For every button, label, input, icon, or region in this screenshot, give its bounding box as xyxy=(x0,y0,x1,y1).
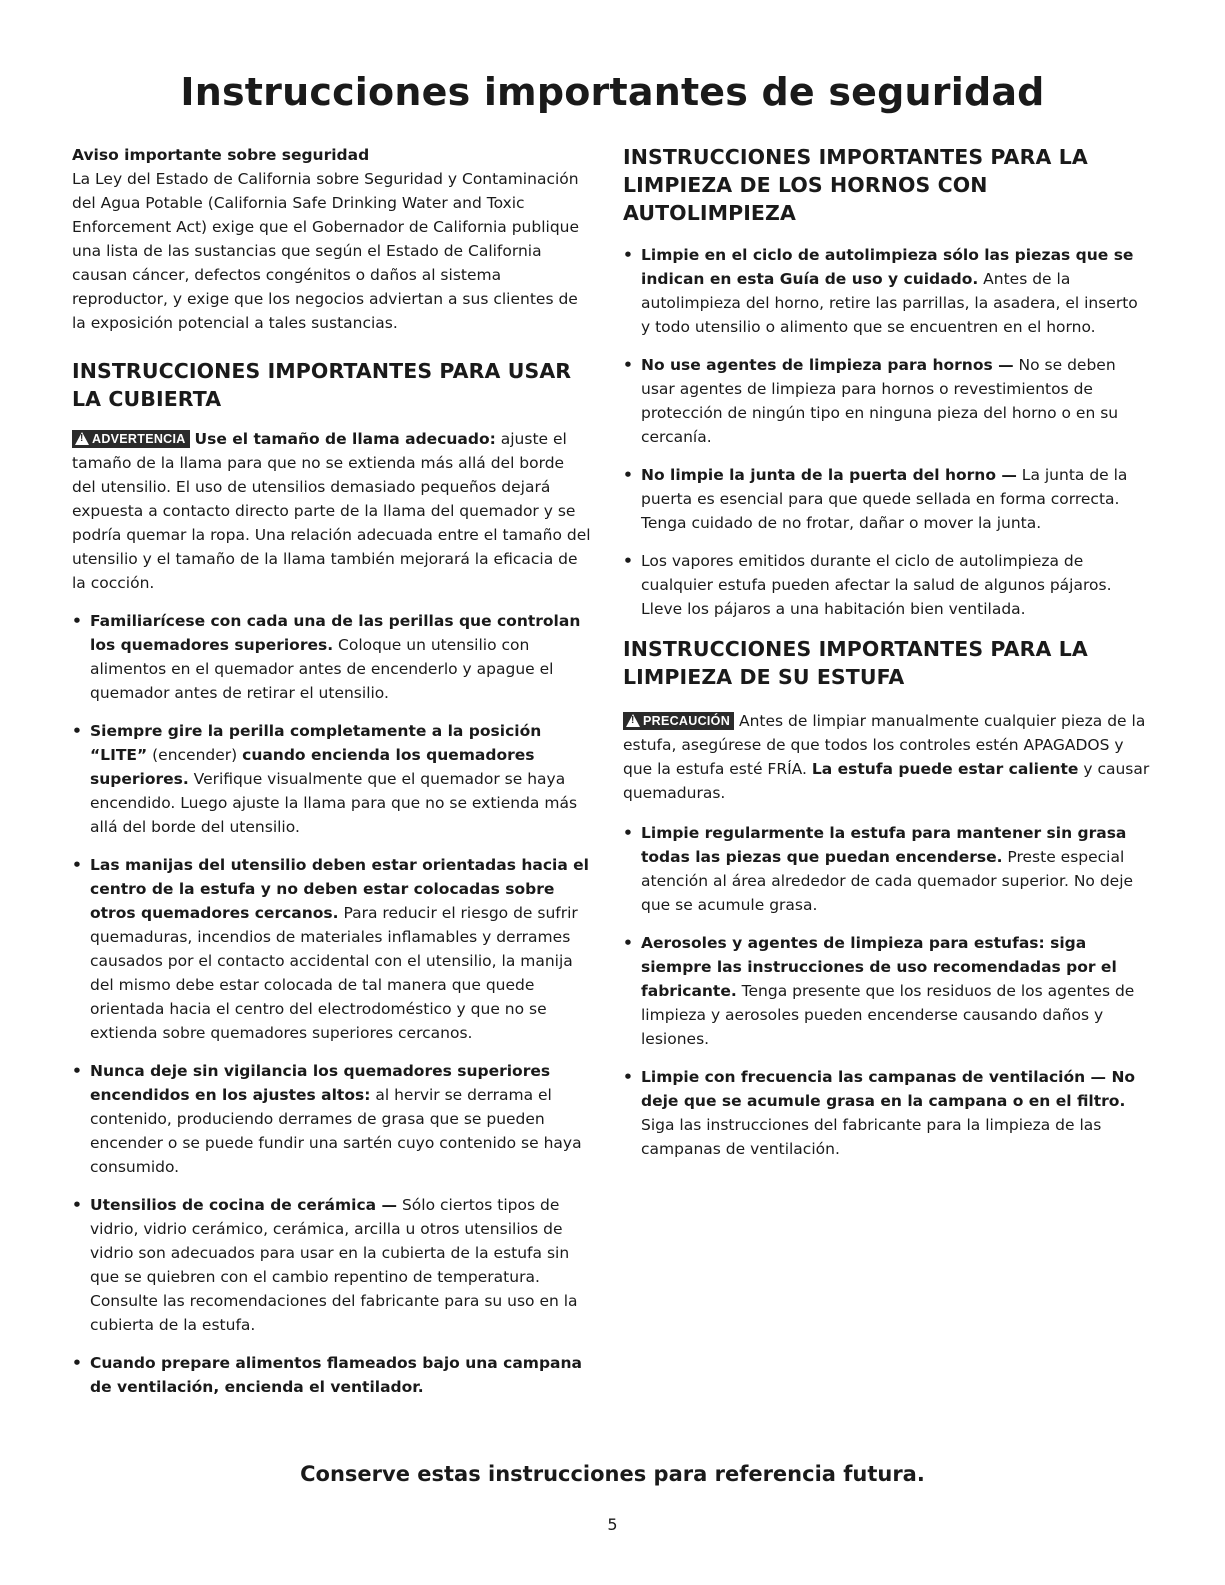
list-item: • Limpie regularmente la estufa para mantener sin grasa todas las piezas que puedan encenderse. Preste especial atención al área alrededor de cada quemador superior. No deje que se acumule grasa. xyxy=(623,824,1134,914)
list-item: • Utensilios de cocina de cerámica — Sólo ciertos tipos de vidrio, vidrio cerámico, cerámica, arcilla u otros utensilios de vidrio son adecuados para usar en la cubierta de la estufa sin que se quiebren con el cambio repentino de temperatura. Consulte las recomendaciones del fabricante para su uso en la cubierta de la estufa. xyxy=(72,1196,578,1334)
list-item: • Los vapores emitidos durante el ciclo de autolimpieza de cualquier estufa pueden afectar la salud de algunos pájaros. Lleve los pájaros a una habitación bien ventilada. xyxy=(623,552,1112,618)
self-clean-bullet-list xyxy=(623,243,1151,621)
warning-badge: !ADVERTENCIA xyxy=(72,430,190,448)
warning-text: ajuste el tamaño de la llama para que no se extienda más allá del borde del utensilio. El uso de utensilios demasiado pequeños dejará expuesta a contacto directo parte de la llama del quemador y se podría quemar la ropa. Una relación adecuada entre el tamaño del utensilio y el tamaño de la llama también mejorará la eficacia de la cocción. xyxy=(72,430,591,592)
list-item: • No limpie la junta de la puerta del horno — La junta de la puerta es esencial para que quede sellada en forma correcta. Tenga cuidado de no frotar, dañar o mover la junta. xyxy=(623,466,1128,532)
list-item: • Siempre gire la perilla completamente a la posición “LITE” (encender) cuando encienda los quemadores superiores. Verifique visualmente que el quemador se haya encendido. Luego ajuste la llama para que no se extienda más allá del borde del utensilio. xyxy=(72,722,578,836)
list-item: • Las manijas del utensilio deben estar orientadas hacia el centro de la estufa y no deben estar colocadas sobre otros quemadores cercanos. Para reducir el riesgo de sufrir quemaduras, incendios de materiales inflamables y derrames causados por el contacto accidental con el utensilio, la manija del mismo debe estar colocada de tal manera que quede orientada hacia el centro del electrodoméstico y que no se extienda sobre quemadores superiores cercanos. xyxy=(72,856,589,1042)
section-title-self-clean: INSTRUCCIONES IMPORTANTES PARA LA LIMPIEZA DE LOS HORNOS CON AUTOLIMPIEZA xyxy=(623,145,1088,225)
list-item: • Cuando prepare alimentos flameados bajo una campana de ventilación, encienda el ventilador. xyxy=(72,1354,582,1396)
notice-body: La Ley del Estado de California sobre Seguridad y Contaminación del Agua Potable (California Safe Drinking Water and Toxic Enforcement Act) exige que el Gobernador de California publique una lista de las sustancias que según el Estado de California causan cáncer, defectos congénitos o daños al sistema reproductor, y exige que los negocios adviertan a sus clientes de la exposición potencial a tales sustancias. xyxy=(72,170,580,332)
right-column xyxy=(623,143,1151,1161)
warning-triangle-icon xyxy=(75,432,89,445)
list-item: • Limpie en el ciclo de autolimpieza sólo las piezas que se indican en esta Guía de uso y cuidado. Antes de la autolimpieza del horno, retire las parrillas, la asadera, el inserto y todo utensilio o alimento que se encuentren en el horno. xyxy=(623,246,1138,336)
list-item: • Nunca deje sin vigilancia los quemadores superiores encendidos en los ajustes altos: al hervir se derrama el contenido, produciendo derrames de grasa que se pueden encender o se puede fundir una sartén cuyo contenido se haya consumido. xyxy=(72,1062,582,1176)
list-item: • Familiarícese con cada una de las perillas que controlan los quemadores superiores. Coloque un utensilio con alimentos en el quemador antes de encenderlo y apague el quemador antes de retirar el utensilio. xyxy=(72,612,581,702)
page-number: 5 xyxy=(607,1515,618,1534)
cooktop-bullet-list xyxy=(72,609,592,1399)
page-title: Instrucciones importantes de seguridad xyxy=(180,70,1045,114)
section-title-cooktop: INSTRUCCIONES IMPORTANTES PARA USAR LA CUBIERTA xyxy=(72,359,572,411)
list-item: • Limpie con frecuencia las campanas de ventilación — No deje que se acumule grasa en la campana o en el filtro. Siga las instrucciones del fabricante para la limpieza de las campanas de ventilación. xyxy=(623,1068,1136,1158)
caution-triangle-icon xyxy=(626,714,640,727)
footer-note: Conserve estas instrucciones para referencia futura. xyxy=(300,1462,925,1486)
warning-paragraph xyxy=(72,427,592,595)
notice-title: Aviso importante sobre seguridad xyxy=(72,146,370,164)
left-column xyxy=(72,143,592,1399)
caution-paragraph: !PRECAUCIÓN Antes de limpiar manualmente cualquier pieza de la estufa, asegúrese de que todos los controles estén APAGADOS y que la estufa esté FRÍA. La estufa puede estar caliente y causar quemaduras. xyxy=(623,709,1151,805)
section-title-range-clean: INSTRUCCIONES IMPORTANTES PARA LA LIMPIEZA DE SU ESTUFA xyxy=(623,637,1088,689)
range-clean-bullet-list xyxy=(623,821,1151,1161)
list-item: • Aerosoles y agentes de limpieza para estufas: siga siempre las instrucciones de uso recomendadas por el fabricante. Tenga presente que los residuos de los agentes de limpieza y aerosoles pueden encenderse causando daños y lesiones. xyxy=(623,934,1135,1048)
caution-badge: !PRECAUCIÓN xyxy=(623,712,734,730)
warning-bold: Use el tamaño de llama adecuado: xyxy=(194,430,496,448)
list-item: • No use agentes de limpieza para hornos — No se deben usar agentes de limpieza para hornos o revestimientos de protección de ningún tipo en ninguna pieza del horno o en su cercanía. xyxy=(623,356,1119,446)
